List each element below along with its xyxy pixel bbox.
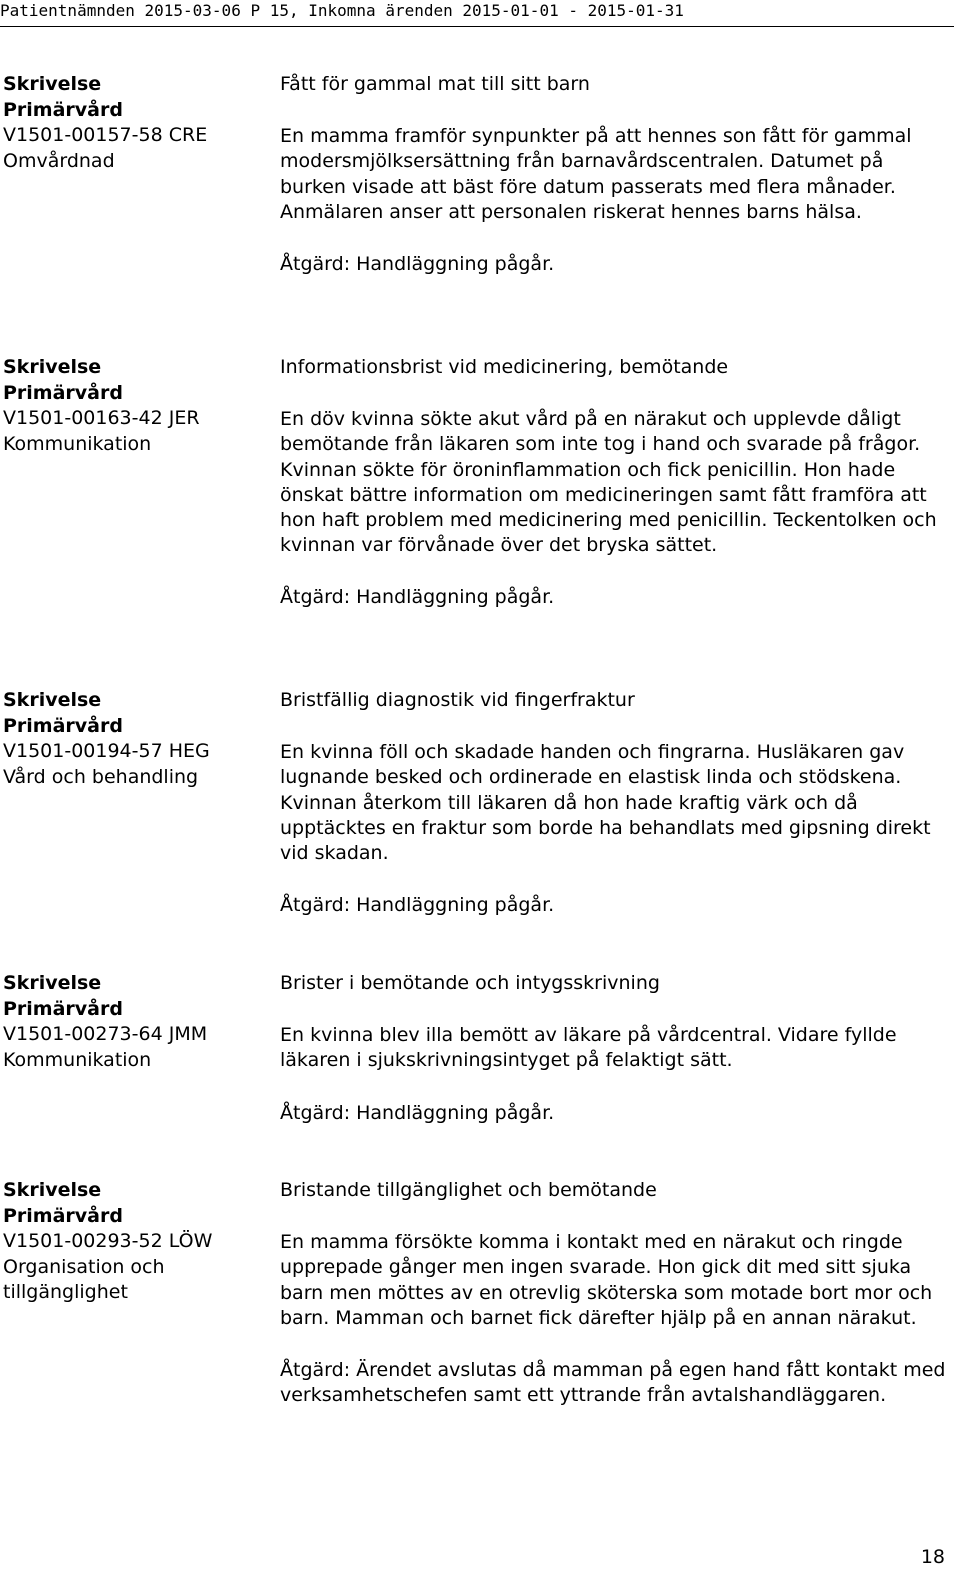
case-category: Kommunikation: [3, 1048, 152, 1071]
case-type: Skrivelse: [3, 972, 102, 994]
case-type: Skrivelse: [3, 689, 102, 711]
header-text: Patientnämnden 2015-03-06 P 15, Inkomna ärenden 2015-01-01 - 2015-01-31: [0, 1, 684, 20]
case-action: Åtgärd: Handläggning pågår.: [280, 1101, 555, 1124]
case-area: Primärvård: [3, 381, 123, 404]
case-description: En mamma framför synpunkter på att hennes son fått för gammal modersmjölksersättning från barnavårdscentralen. Datumet på burken visade att bäst före datum passerats med flera månader. Anmälaren anser att personalen riskerat hennes barns hälsa.: [280, 125, 912, 223]
case-type: Skrivelse: [3, 356, 102, 378]
case-area: Primärvård: [3, 1204, 123, 1227]
case-action: Åtgärd: Ärendet avslutas då mamman på egen hand fått kontakt med verksamhetschefen samt ett yttrande från avtalshandläggaren.: [280, 1359, 946, 1407]
case-content: [280, 688, 952, 918]
case-type: Skrivelse: [3, 1179, 102, 1201]
case-title: Fått för gammal mat till sitt barn: [280, 73, 590, 95]
case-meta: [3, 72, 268, 174]
case-area: Primärvård: [3, 997, 123, 1020]
case-meta: [3, 355, 268, 457]
case-area: Primärvård: [3, 98, 123, 121]
case-category: Omvårdnad: [3, 149, 115, 172]
case-description: En kvinna föll och skadade handen och fingrarna. Husläkaren gav lugnande besked och ordinerade en elastisk linda och stödskena. Kvinnan återkom till läkaren då hon hade kraftig värk och då upptäcktes en fraktur som borde ha behandlats med gipsning direkt vid skadan.: [280, 741, 931, 865]
case-meta: [3, 688, 268, 790]
case-description: En kvinna blev illa bemött av läkare på vårdcentral. Vidare fyllde läkaren i sjukskrivningsintyget på felaktigt sätt.: [280, 1024, 897, 1072]
case-action: Åtgärd: Handläggning pågår.: [280, 253, 555, 276]
case-content: [280, 355, 952, 611]
case-id: V1501-00157-58 CRE: [3, 124, 208, 146]
case-title: Bristfällig diagnostik vid fingerfraktur: [280, 689, 635, 711]
case-title: Brister i bemötande och intygsskrivning: [280, 972, 660, 994]
case-category: Kommunikation: [3, 432, 152, 455]
case-description: En döv kvinna sökte akut vård på en närakut och upplevde dåligt bemötande från läkaren som inte tog i hand och svarade på frågor. Kvinnan sökte för öroninflammation och fick penicillin. Hon hade önskat bättre information om medicineringen samt fått framföra att hon haft problem med medicinering med penicillin. Teckentolken och kvinnan var förvånade över det bryska sättet.: [280, 408, 937, 557]
case-type: Skrivelse: [3, 73, 102, 95]
case-id: V1501-00194-57 HEG: [3, 740, 210, 762]
case-title: Informationsbrist vid medicinering, bemötande: [280, 356, 729, 378]
page-header: [0, 0, 954, 27]
case-id: V1501-00163-42 JER: [3, 407, 200, 429]
case-action: Åtgärd: Handläggning pågår.: [280, 586, 555, 609]
case-meta: [3, 971, 268, 1073]
case-content: [280, 971, 952, 1126]
page-number: 18: [920, 1546, 945, 1568]
case-content: [280, 1178, 952, 1408]
case-meta: [3, 1178, 268, 1306]
case-category: Vård och behandling: [3, 765, 199, 788]
case-id: V1501-00273-64 JMM: [3, 1023, 208, 1045]
case-action: Åtgärd: Handläggning pågår.: [280, 894, 555, 917]
case-category: Organisation och tillgänglighet: [3, 1255, 165, 1303]
case-description: En mamma försökte komma i kontakt med en närakut och ringde upprepade gånger men ingen svarade. Hon gick dit med sitt sjuka barn men möttes av en otrevlig sköterska som motade bort mor och barn. Mamman och barnet fick därefter hjälp på en annan närakut.: [280, 1231, 933, 1329]
case-id: V1501-00293-52 LÖW: [3, 1230, 213, 1252]
case-area: Primärvård: [3, 714, 123, 737]
case-title: Bristande tillgänglighet och bemötande: [280, 1179, 657, 1201]
case-content: [280, 72, 952, 277]
